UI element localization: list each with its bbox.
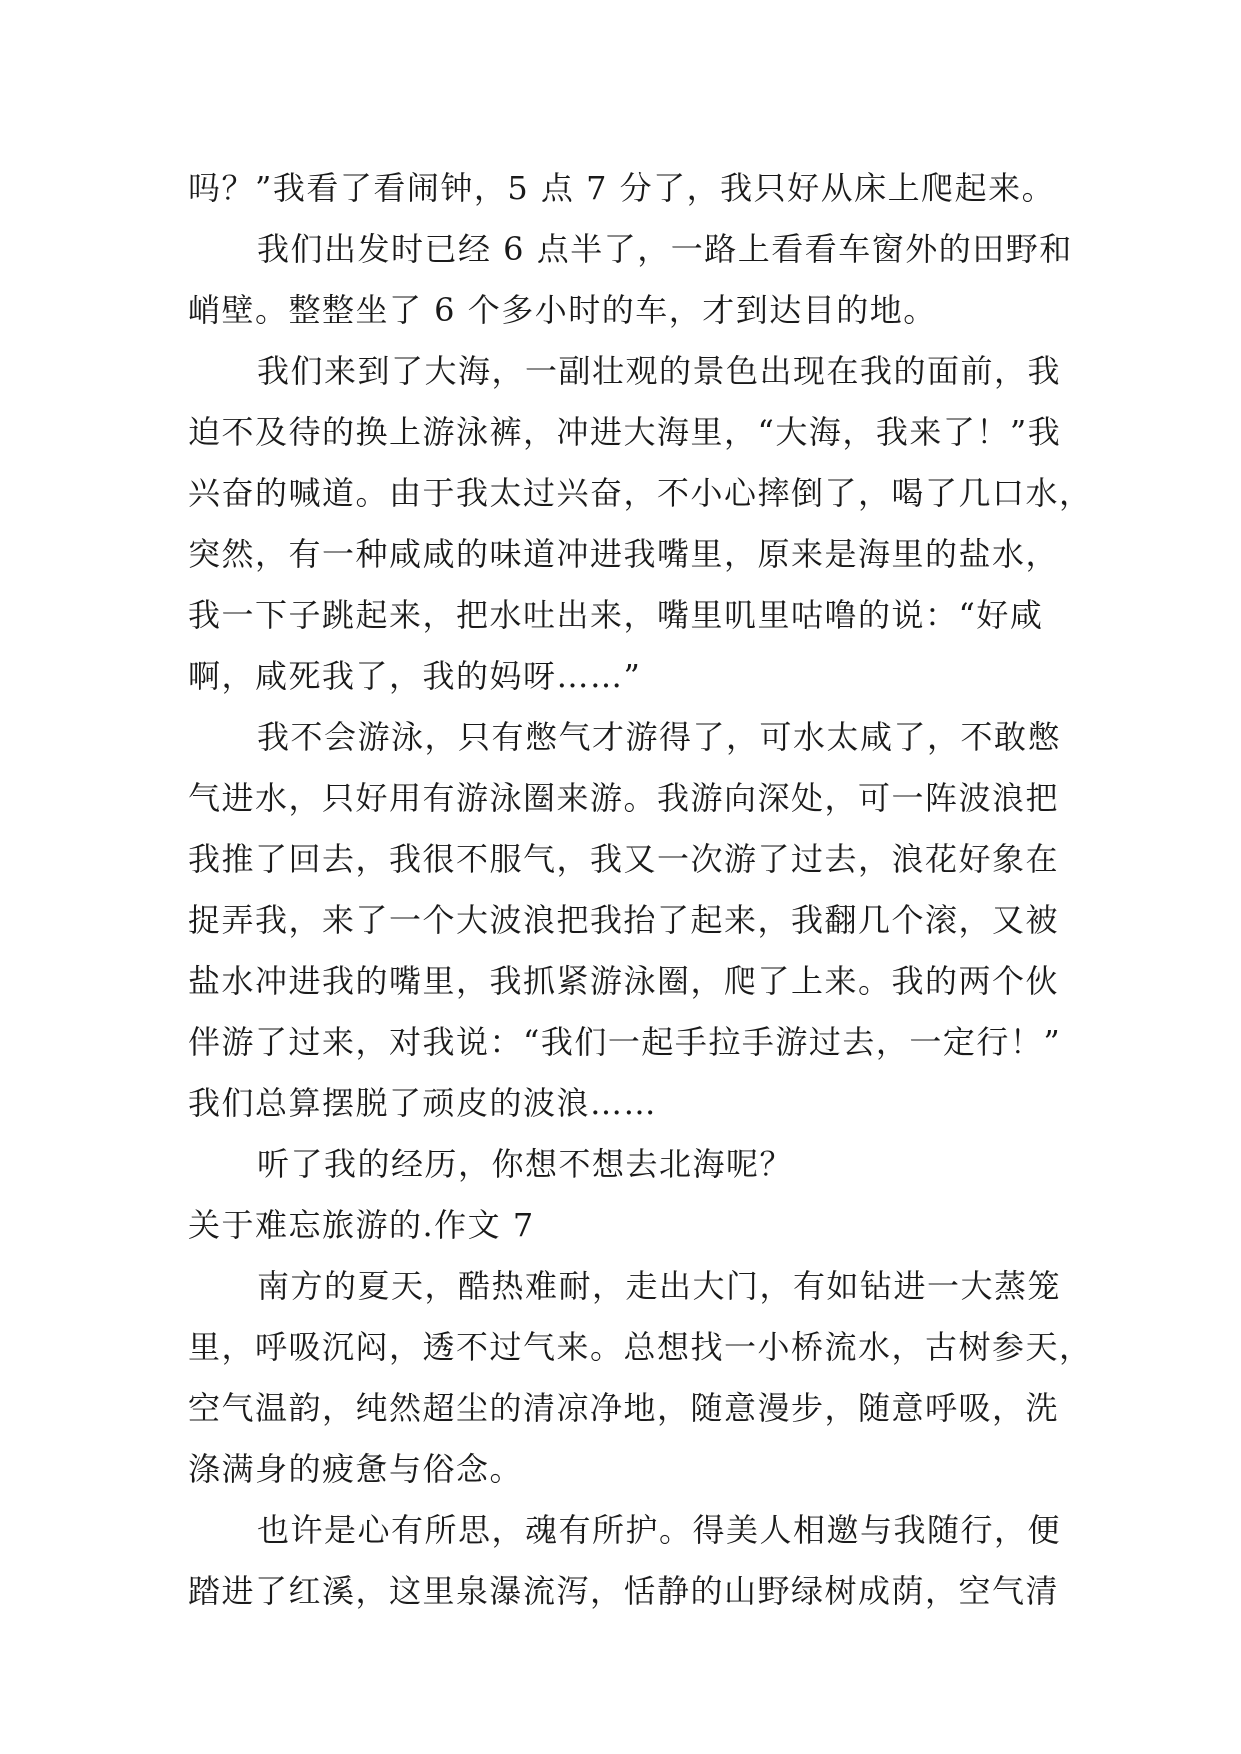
text-line: 盐水冲进我的嘴里，我抓紧游泳圈，爬了上来。我的两个伙 — [188, 962, 1060, 1000]
document-body — [188, 158, 1093, 1622]
text-line: 我们总算摆脱了顽皮的波浪…… — [188, 1084, 658, 1122]
text-line: 踏进了红溪，这里泉瀑流泻，恬静的山野绿树成荫，空气清 — [188, 1572, 1060, 1610]
text-line: 关于难忘旅游的.作文 7 — [188, 1206, 535, 1244]
text-line: 兴奋的喊道。由于我太过兴奋，不小心摔倒了，喝了几口水， — [188, 474, 1093, 512]
text-line: 里，呼吸沉闷，透不过气来。总想找一小桥流水，古树参天， — [188, 1328, 1093, 1366]
text-line: 气进水，只好用有游泳圈来游。我游向深处，可一阵波浪把 — [188, 779, 1060, 817]
text-line: 我一下子跳起来，把水吐出来，嘴里叽里咕噜的说：“好咸 — [188, 596, 1044, 634]
text-line: 我们出发时已经 6 点半了，一路上看看车窗外的田野和 — [257, 230, 1073, 268]
text-line: 峭壁。整整坐了 6 个多小时的车，才到达目的地。 — [188, 291, 937, 329]
text-line: 也许是心有所思，魂有所护。得美人相邀与我随行，便 — [257, 1511, 1062, 1549]
text-line: 突然，有一种咸咸的味道冲进我嘴里，原来是海里的盐水， — [188, 535, 1060, 573]
text-line: 我们来到了大海，一副壮观的景色出现在我的面前，我 — [257, 352, 1062, 390]
text-line: 听了我的经历，你想不想去北海呢？ — [257, 1145, 794, 1183]
text-line: 吗？”我看了看闹钟，5 点 7 分了，我只好从床上爬起来。 — [188, 169, 1056, 207]
text-line: 南方的夏天，酷热难耐，走出大门，有如钻进一大蒸笼 — [257, 1267, 1062, 1305]
text-line: 涤满身的疲惫与俗念。 — [188, 1450, 524, 1488]
text-line: 啊，咸死我了，我的妈呀……” — [188, 657, 642, 695]
text-line: 我不会游泳，只有憋气才游得了，可水太咸了，不敢憋 — [257, 718, 1062, 756]
text-line: 伴游了过来，对我说：“我们一起手拉手游过去，一定行！” — [188, 1023, 1062, 1061]
text-line: 迫不及待的换上游泳裤，冲进大海里，“大海，我来了！”我 — [188, 413, 1062, 451]
text-line: 捉弄我，来了一个大波浪把我抬了起来，我翻几个滚，又被 — [188, 901, 1060, 939]
text-line: 空气温韵，纯然超尘的清凉净地，随意漫步，随意呼吸，洗 — [188, 1389, 1060, 1427]
text-line: 我推了回去，我很不服气，我又一次游了过去，浪花好象在 — [188, 840, 1060, 878]
